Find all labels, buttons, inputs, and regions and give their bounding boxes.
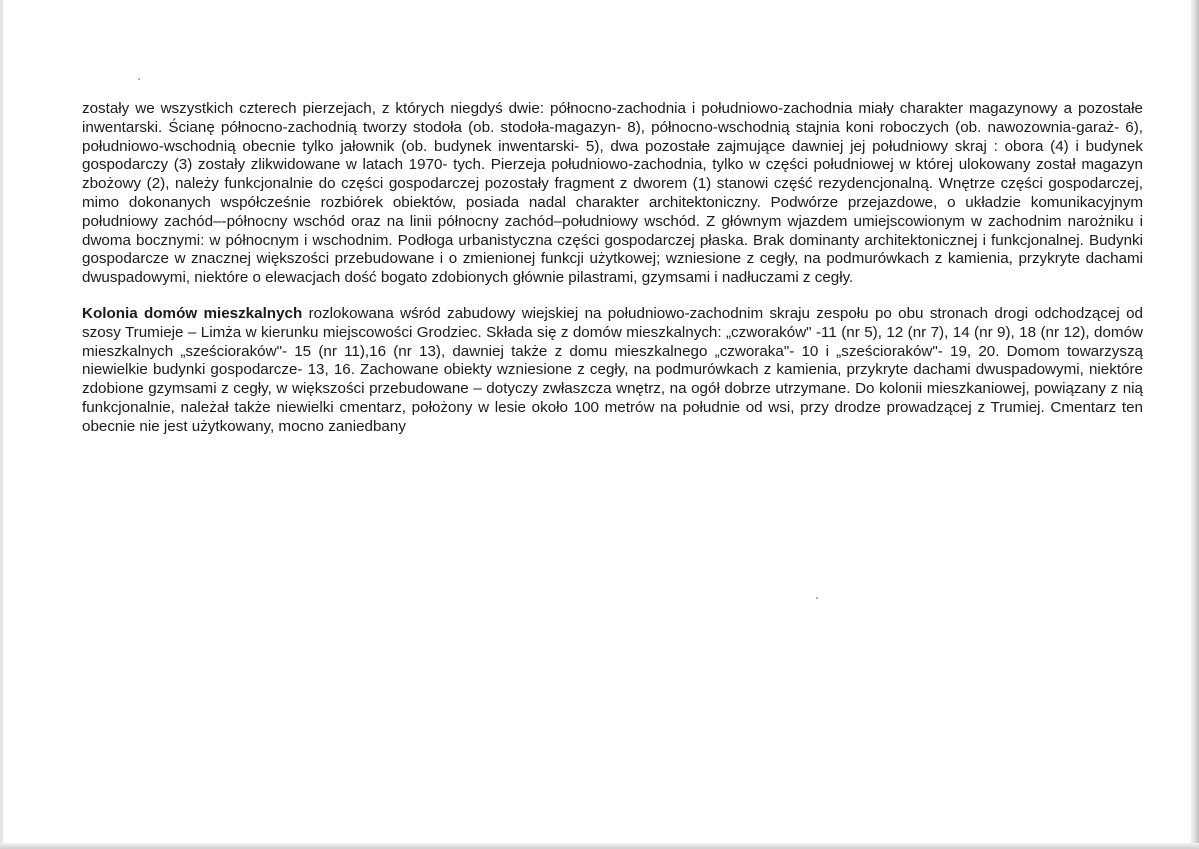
- section-heading-colony: Kolonia domów mieszkalnych: [82, 304, 303, 322]
- scan-edge-bottom: [0, 843, 1199, 849]
- document-page: [82, 100, 1143, 437]
- paragraph-farm-buildings: zostały we wszystkich czterech pierzejach, z których niegdyś dwie: północno-zachodnia i południowo-zachodnia miały charakter magazynowy a pozostałe inwentarski. Ścianę północno-zachodnią tworzy stodoła (ob. stodoła-magazyn- 8), północno-wschodnią stajnia koni roboczych (ob. nawozownia-garaż- 6), południowo-wschodnią obecnie tylko jałownik (ob. budynek inwentarski- 5), dwa pozostałe zajmujące dawniej jej południowy skraj : obora (4) i budynek gospodarczy (3) zostały zlikwidowane w latach 1970- tych. Pierzeja południowo-zachodnia, tylko w części południowej w której ulokowany został magazyn zbożowy (2), należy funkcjonalnie do części gospodarczej pozostały fragment z dworem (1) stanowi część rezydencjonalną. Wnętrze części gospodarczej, mimo dokonanych współcześnie rozbiórek obiektów, posiada nadal charakter architektoniczny. Podwórze przejazdowe, o układzie komunikacyjnym południowy zachód–-północny wschód oraz na linii północny zachód–południowy wschód. Z głównym wjazdem umiejscowionym w zachodnim narożniku i dwoma bocznymi: w północnym i wschodnim. Podłoga urbanistyczna części gospodarczej płaska. Brak dominanty architektonicznej i funkcjonalnej. Budynki gospodarcze w znacznej większości przebudowane i o zmienionej funkcji użytkowej; wzniesione z cegły, na podmurówkach z kamienia, przykryte dachami dwuspadowymi, niektóre o elewacjach dość bogato zdobionych głównie pilastrami, gzymsami i nadłuczami z cegły.: [82, 100, 1143, 287]
- paragraph-residential-colony: [82, 305, 1143, 437]
- scan-edge-right: [1191, 0, 1199, 849]
- paragraph-colony-body: rozlokowana wśród zabudowy wiejskiej na południowo-zachodnim skraju zespołu po obu stronach drogi odchodzącej od szosy Trumieje – Limża w kierunku miejscowości Grodziec. Składa się z domów mieszkalnych: „czworaków" -11 (nr 5), 12 (nr 7), 14 (nr 9), 18 (nr 12), domów mieszkalnych „sześcioraków"- 15 (nr 11),16 (nr 13), dawniej także z domu mieszkalnego „czworaka"- 10 i „sześcioraków"- 19, 20. Domom towarzyszą niewielkie budynki gospodarcze- 13, 16. Zachowane obiekty wzniesione z cegły, na podmurówkach z kamienia, przykryte dachami dwuspadowymi, niektóre zdobione gzymsami z cegły, w większości przebudowane – dotyczy zwłaszcza wnętrz, na ogół dobrze utrzymane. Do kolonii mieszkaniowej, powiązany z nią funkcjonalnie, należał także niewielki cmentarz, położony w lesie około 100 metrów na południe od wsi, przy drodze prowadzącej z Trumiej. Cmentarz ten obecnie nie jest użytkowany, mocno zaniedbany: [82, 304, 1143, 435]
- scan-speck: [138, 78, 140, 80]
- scan-speck: [816, 597, 818, 599]
- scan-edge-left: [0, 0, 3, 849]
